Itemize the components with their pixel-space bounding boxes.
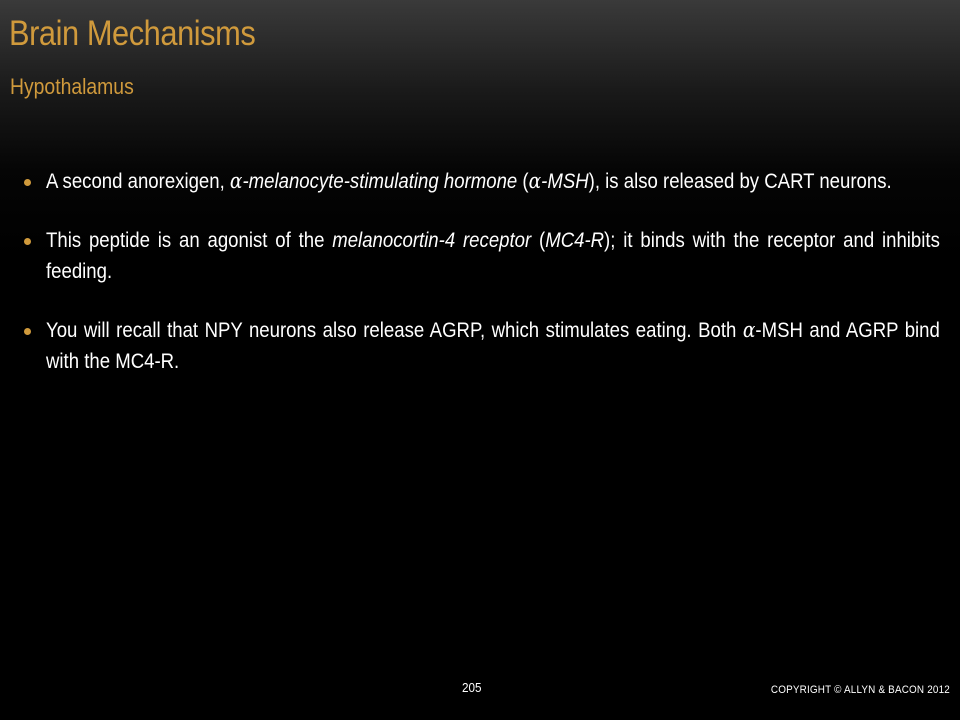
bullet-item-2 bbox=[10, 225, 955, 287]
bullet-text-segment: ( bbox=[531, 229, 546, 252]
bullet-text-segment-italic: -melanocyte-stimulating hormone bbox=[242, 170, 518, 193]
bullet-item-1 bbox=[10, 166, 955, 197]
bullet-text-segment: ( bbox=[517, 170, 529, 193]
bullet-text bbox=[46, 315, 940, 377]
bullet-list bbox=[10, 166, 955, 405]
alpha-symbol: α bbox=[742, 318, 756, 342]
bullet-text-segment: ); it binds with the receptor and inhibits feeding. bbox=[46, 229, 940, 283]
bullet-marker-icon bbox=[24, 238, 31, 245]
bullet-text bbox=[46, 166, 940, 197]
copyright-notice: COPYRIGHT © ALLYN & BACON 2012 bbox=[770, 684, 950, 696]
bullet-text bbox=[46, 225, 940, 287]
bullet-marker-icon bbox=[24, 328, 31, 335]
alpha-symbol: α bbox=[229, 169, 243, 193]
bullet-text-segment: ), is also released by CART neurons. bbox=[588, 170, 892, 193]
bullet-text-segment-italic: -MSH bbox=[541, 170, 589, 193]
bullet-text-segment: -MSH and AGRP bind with the MC4-R. bbox=[46, 319, 940, 373]
page-number: 205 bbox=[462, 680, 482, 695]
bullet-text-segment: A second anorexigen, bbox=[46, 170, 230, 193]
bullet-text-segment: You will recall that NPY neurons also release AGRP, which stimulates eating. Both bbox=[46, 319, 743, 342]
slide-subtitle: Hypothalamus bbox=[10, 74, 134, 99]
bullet-text-segment: This peptide is an agonist of the bbox=[46, 229, 333, 252]
bullet-text-segment-italic: MC4-R bbox=[545, 229, 605, 252]
alpha-symbol: α bbox=[528, 169, 542, 193]
bullet-item-3 bbox=[10, 315, 955, 377]
slide-title: Brain Mechanisms bbox=[9, 14, 256, 53]
bullet-marker-icon bbox=[24, 179, 31, 186]
bullet-text-segment-italic: melanocortin-4 receptor bbox=[332, 229, 532, 252]
